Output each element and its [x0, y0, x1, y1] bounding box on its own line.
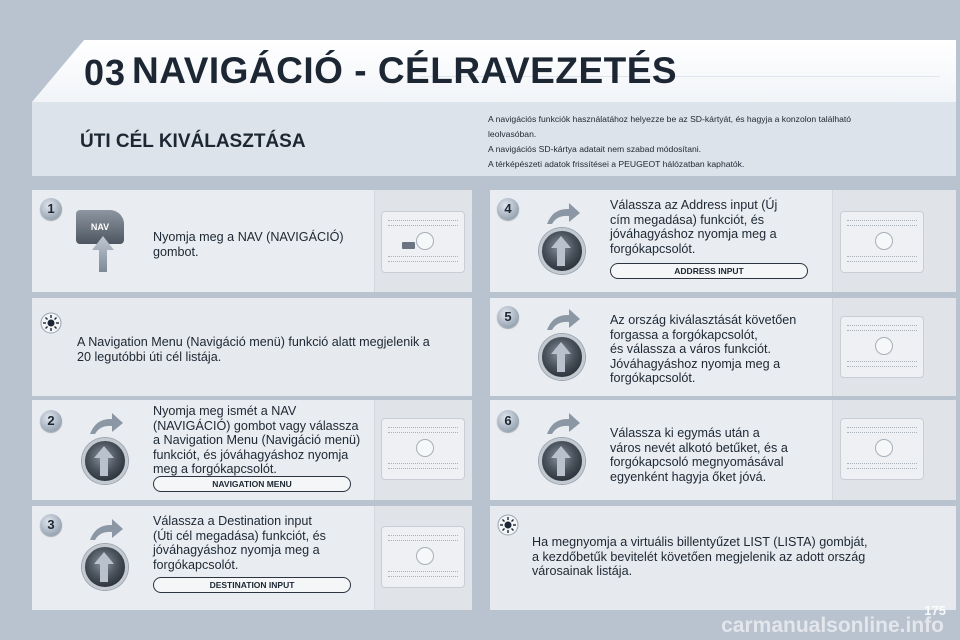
step-5-text — [610, 313, 825, 386]
step-4-badge: 4 — [497, 198, 519, 220]
rotate-arrow-icon — [88, 412, 124, 436]
text-line: Jóváhagyáshoz nyomja meg a — [610, 356, 781, 371]
text-line: (NAVIGÁCIÓ) gombot vagy válassza — [153, 418, 359, 433]
console-image — [381, 211, 465, 273]
press-arrow-icon — [551, 446, 571, 476]
lightbulb-tip-icon — [497, 514, 519, 536]
step-1-text — [153, 230, 368, 259]
text-line: (Úti cél megadása) funkciót, és — [153, 528, 326, 543]
console-image — [840, 418, 924, 480]
intro-note — [488, 112, 928, 172]
rotate-arrow-icon — [545, 308, 581, 332]
step-3-badge: 3 — [40, 514, 62, 536]
text-line: cím megadása) funkciót, és — [610, 212, 764, 227]
rotate-arrow-icon — [88, 518, 124, 542]
text-line: A Navigation Menu (Navigáció menü) funkció alatt megjelenik a — [77, 335, 430, 349]
text-line: forgassa a forgókapcsolót, — [610, 327, 758, 342]
intro-note-line: A navigációs SD-kártya adatait nem szabad módosítani. — [488, 144, 702, 154]
press-arrow-icon — [94, 552, 114, 582]
text-line: és válassza a város funkciót. — [610, 342, 771, 357]
section-title: ÚTI CÉL KIVÁLASZTÁSA — [80, 131, 306, 152]
text-line: forgókapcsoló megnyomásával — [610, 455, 784, 470]
rotate-arrow-icon — [545, 202, 581, 226]
step-6-badge: 6 — [497, 410, 519, 432]
text-line: egyenként hagyja őket jóvá. — [610, 469, 767, 484]
step-6-text — [610, 426, 825, 484]
text-line: meg a forgókapcsolót. — [153, 462, 277, 477]
console-image — [381, 526, 465, 588]
lightbulb-tip-icon — [40, 312, 62, 334]
text-line: forgókapcsolót. — [610, 241, 696, 256]
tip-1-text — [77, 335, 457, 364]
console-image — [840, 316, 924, 378]
text-line: város nevét alkotó betűket, és a — [610, 440, 788, 455]
chapter-number: 03 — [84, 52, 127, 93]
step-2-badge: 2 — [40, 410, 62, 432]
intro-note-line: leolvasóban. — [488, 129, 537, 139]
press-arrow-icon — [94, 446, 114, 476]
text-line: Válassza az Address input (Új — [610, 198, 778, 212]
step-2-text — [153, 404, 373, 477]
text-line: gombot. — [153, 244, 199, 259]
intro-note-line: A navigációs funkciók használatához helyezze be az SD-kártyát, és hagyja a konzolon található — [488, 114, 852, 124]
destination-input-label: DESTINATION INPUT — [153, 577, 351, 593]
nav-button-highlight — [402, 242, 415, 249]
text-line: forgókapcsolót. — [610, 371, 696, 386]
step-1-badge: 1 — [40, 198, 62, 220]
address-input-label: ADDRESS INPUT — [610, 263, 808, 279]
text-line: a kezdőbetűk bevitelét követően megjelenik az adott ország — [532, 549, 866, 564]
text-line: Válassza a Destination input — [153, 514, 312, 528]
header-corner-cut — [32, 40, 84, 102]
navigation-menu-label: NAVIGATION MENU — [153, 476, 351, 492]
text-line: Nyomja meg ismét a NAV — [153, 404, 297, 418]
intro-note-line: A térképészeti adatok frissítései a PEUGEOT hálózatban kaphatók. — [488, 159, 745, 169]
press-arrow-icon — [551, 342, 571, 372]
press-arrow-icon — [551, 236, 571, 266]
console-image — [381, 418, 465, 480]
text-line: funkciót, és jóváhagyáshoz nyomja — [153, 447, 349, 462]
tip-2-text — [532, 535, 932, 579]
step-5-badge: 5 — [497, 306, 519, 328]
up-arrow-icon — [92, 236, 114, 272]
text-line: jóváhagyáshoz nyomja meg a — [153, 543, 320, 558]
text-line: a Navigation Menu (Navigáció menü) — [153, 433, 361, 448]
text-line: forgókapcsolót. — [153, 557, 239, 572]
console-image — [840, 211, 924, 273]
rotate-arrow-icon — [545, 412, 581, 436]
text-line: városainak listája. — [532, 564, 633, 579]
step-4-text — [610, 198, 820, 256]
text-line: jóváhagyáshoz nyomja meg a — [610, 227, 777, 242]
text-line: 20 legutóbbi úti cél listája. — [77, 349, 222, 364]
text-line: Válassza ki egymás után a — [610, 426, 760, 440]
step-3-text — [153, 514, 373, 572]
text-line: Nyomja meg a NAV (NAVIGÁCIÓ) — [153, 230, 344, 244]
page-title: NAVIGÁCIÓ - CÉLRAVEZETÉS — [132, 50, 678, 91]
page-number: 175 — [924, 603, 946, 618]
nav-key-icon: NAV — [76, 210, 124, 244]
watermark: carmanualsonline.info — [721, 614, 944, 637]
text-line: Ha megnyomja a virtuális billentyűzet LIST (LISTA) gombját, — [532, 535, 868, 549]
text-line: Az ország kiválasztását követően — [610, 313, 797, 327]
